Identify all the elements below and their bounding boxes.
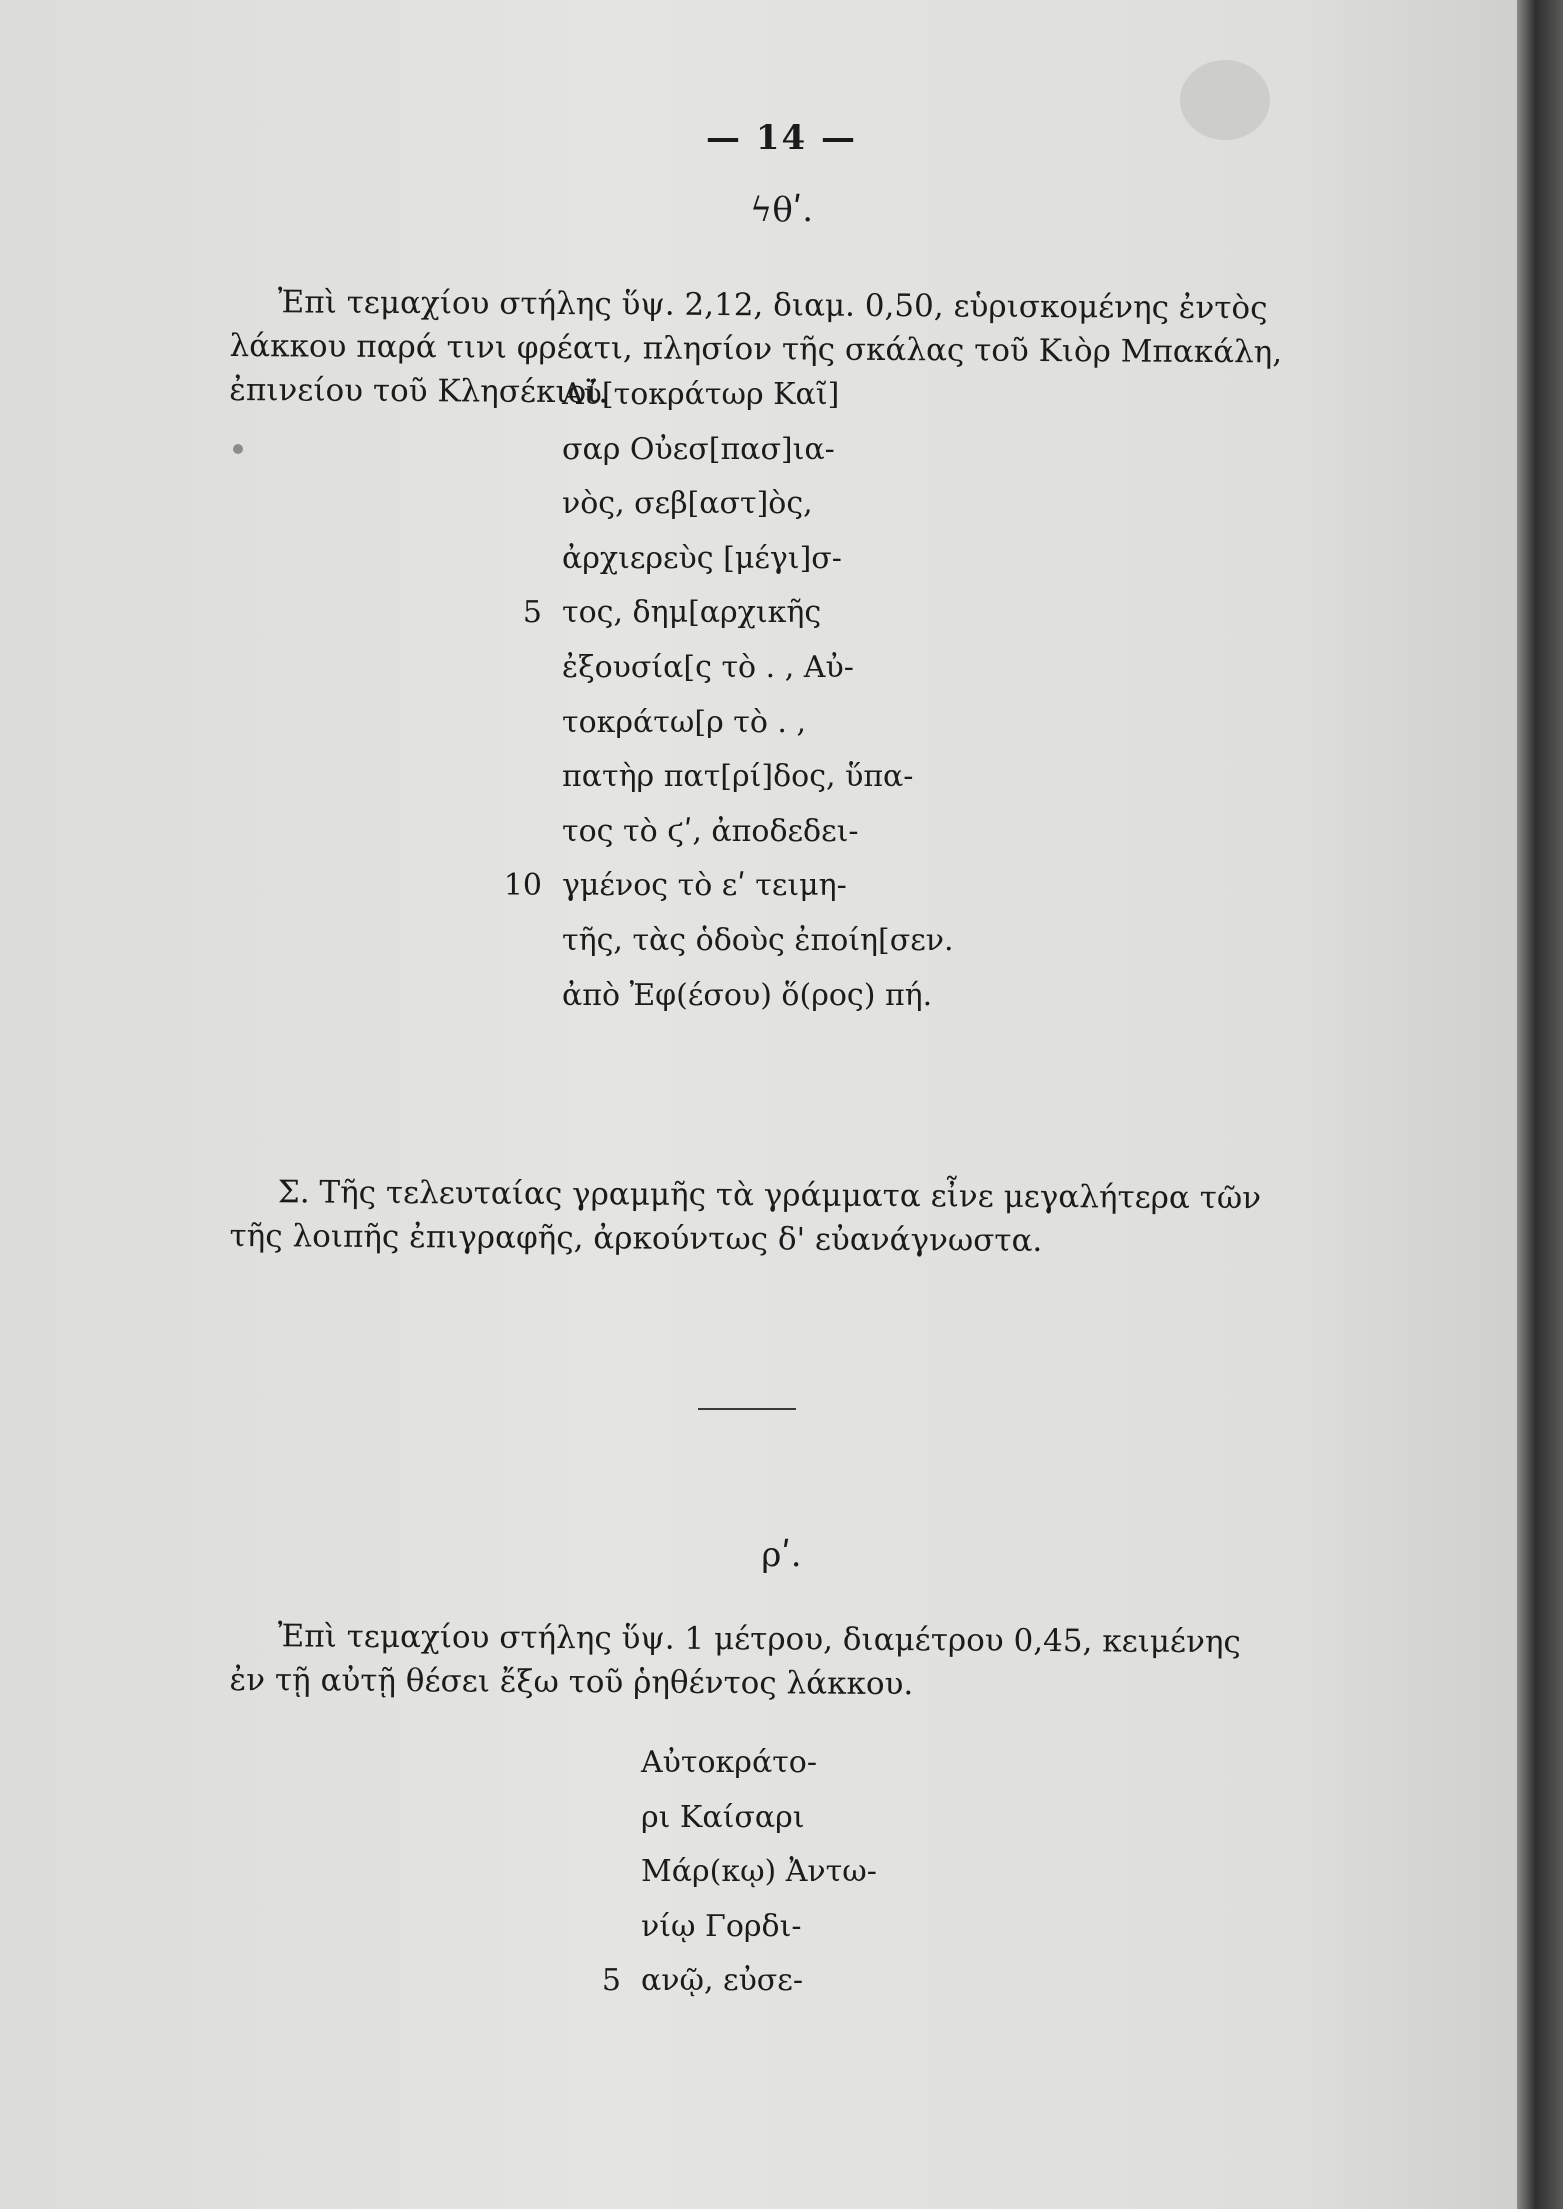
- inscription-text: νὸς, σεβ[αστ]ὸς,: [562, 486, 813, 522]
- text-line: τῆς λοιπῆς ἐπιγραφῆς, ἀρκούντως δ' εὐανάγνωστα.: [229, 1217, 1043, 1259]
- inscription-line: [562, 750, 954, 805]
- text-line: ἐν τῇ αὐτῇ θέσει ἔξω τοῦ ῥηθέντος λάκκου.: [229, 1661, 914, 1703]
- section-heading-2: ρʹ.: [761, 1535, 802, 1575]
- inscription-line: [641, 1900, 877, 1955]
- inscription-line: [562, 969, 954, 1024]
- line-number: 10: [503, 868, 542, 904]
- book-spine: [1517, 0, 1563, 2209]
- inscription-text: νίῳ Γορδι-: [641, 1908, 802, 1944]
- inscription-line: [562, 532, 954, 587]
- inscription-text: πατὴρ πατ[ρί]δος, ὕπα-: [562, 759, 914, 795]
- inscription-text: Αὐ[τοκράτωρ Καῖ]: [562, 377, 840, 412]
- section-2-intro: [229, 1614, 1290, 1708]
- inscription-line: [522, 586, 954, 641]
- inscription-2: [601, 1736, 877, 2009]
- inscription-1: [503, 368, 954, 1023]
- inscription-text: τος, δημ[αρχικῆς: [562, 595, 822, 631]
- section-heading-1: ϟθʹ.: [749, 190, 814, 230]
- inscription-text: ρι Καίσαρι: [641, 1799, 805, 1835]
- inscription-text: τοκράτω[ρ τὸ . ,: [562, 704, 807, 740]
- text-line: Σ. Τῆς τελευταίας γραμμῆς τὰ γράμματα εἶνε μεγαλήτερα τῶν: [277, 1174, 1262, 1217]
- inscription-text: ἀπὸ Ἐφ(έσου) ὅ(ρος) πή.: [562, 977, 933, 1013]
- page-number: — 14 —: [706, 118, 857, 158]
- text-line: λάκκου παρά τινι φρέατι, πλησίον τῆς σκάλας τοῦ Κιὸρ Μπακάλη,: [229, 327, 1283, 371]
- text-line: Ἐπὶ τεμαχίου στήλης ὕψ. 1 μέτρου, διαμέτρου 0,45, κειμένης: [277, 1618, 1241, 1661]
- inscription-line: [641, 1791, 877, 1846]
- inscription-line: [562, 696, 954, 751]
- line-number: 5: [522, 595, 542, 631]
- inscription-text: ανῷ, εὐσε-: [641, 1963, 803, 1999]
- inscription-line: [562, 641, 954, 696]
- inscription-line: [562, 477, 954, 532]
- inscription-text: τῆς, τὰς ὁδοὺς ἐποίη[σεν.: [562, 922, 954, 958]
- inscription-line: [562, 368, 954, 423]
- inscription-text: σαρ Οὐεσ[πασ]ια-: [562, 431, 835, 467]
- inscription-text: ἀρχιερεὺς [μέγι]σ-: [562, 540, 842, 576]
- line-number: 5: [601, 1963, 621, 1999]
- stain-mark: [233, 444, 243, 454]
- inscription-line: [641, 1845, 877, 1900]
- inscription-line: [562, 423, 954, 478]
- inscription-text: ἐξουσία[ς τὸ . , Αὐ-: [562, 649, 854, 685]
- inscription-line: [562, 805, 954, 860]
- text-line: Ἐπὶ τεμαχίου στήλης ὕψ. 2,12, διαμ. 0,50, εὑρισκομένης ἐντὸς: [277, 284, 1268, 327]
- inscription-text: Μάρ(κῳ) Ἀντω-: [641, 1854, 877, 1890]
- inscription-line: [601, 1954, 877, 2009]
- inscription-text: γμένος τὸ εʹ τειμη-: [562, 868, 847, 904]
- inscription-line: [641, 1736, 877, 1791]
- section-divider: [698, 1408, 796, 1410]
- inscription-text: τος τὸ ϛʹ, ἀποδεδει-: [562, 813, 859, 849]
- inscription-line: [503, 859, 954, 914]
- text-line: ἐπινείου τοῦ Κλησέκιοϊ.: [229, 371, 609, 411]
- inscription-line: [562, 914, 954, 969]
- inscription-text: Αὐτοκράτο-: [641, 1745, 818, 1780]
- section-1-note: [229, 1170, 1290, 1264]
